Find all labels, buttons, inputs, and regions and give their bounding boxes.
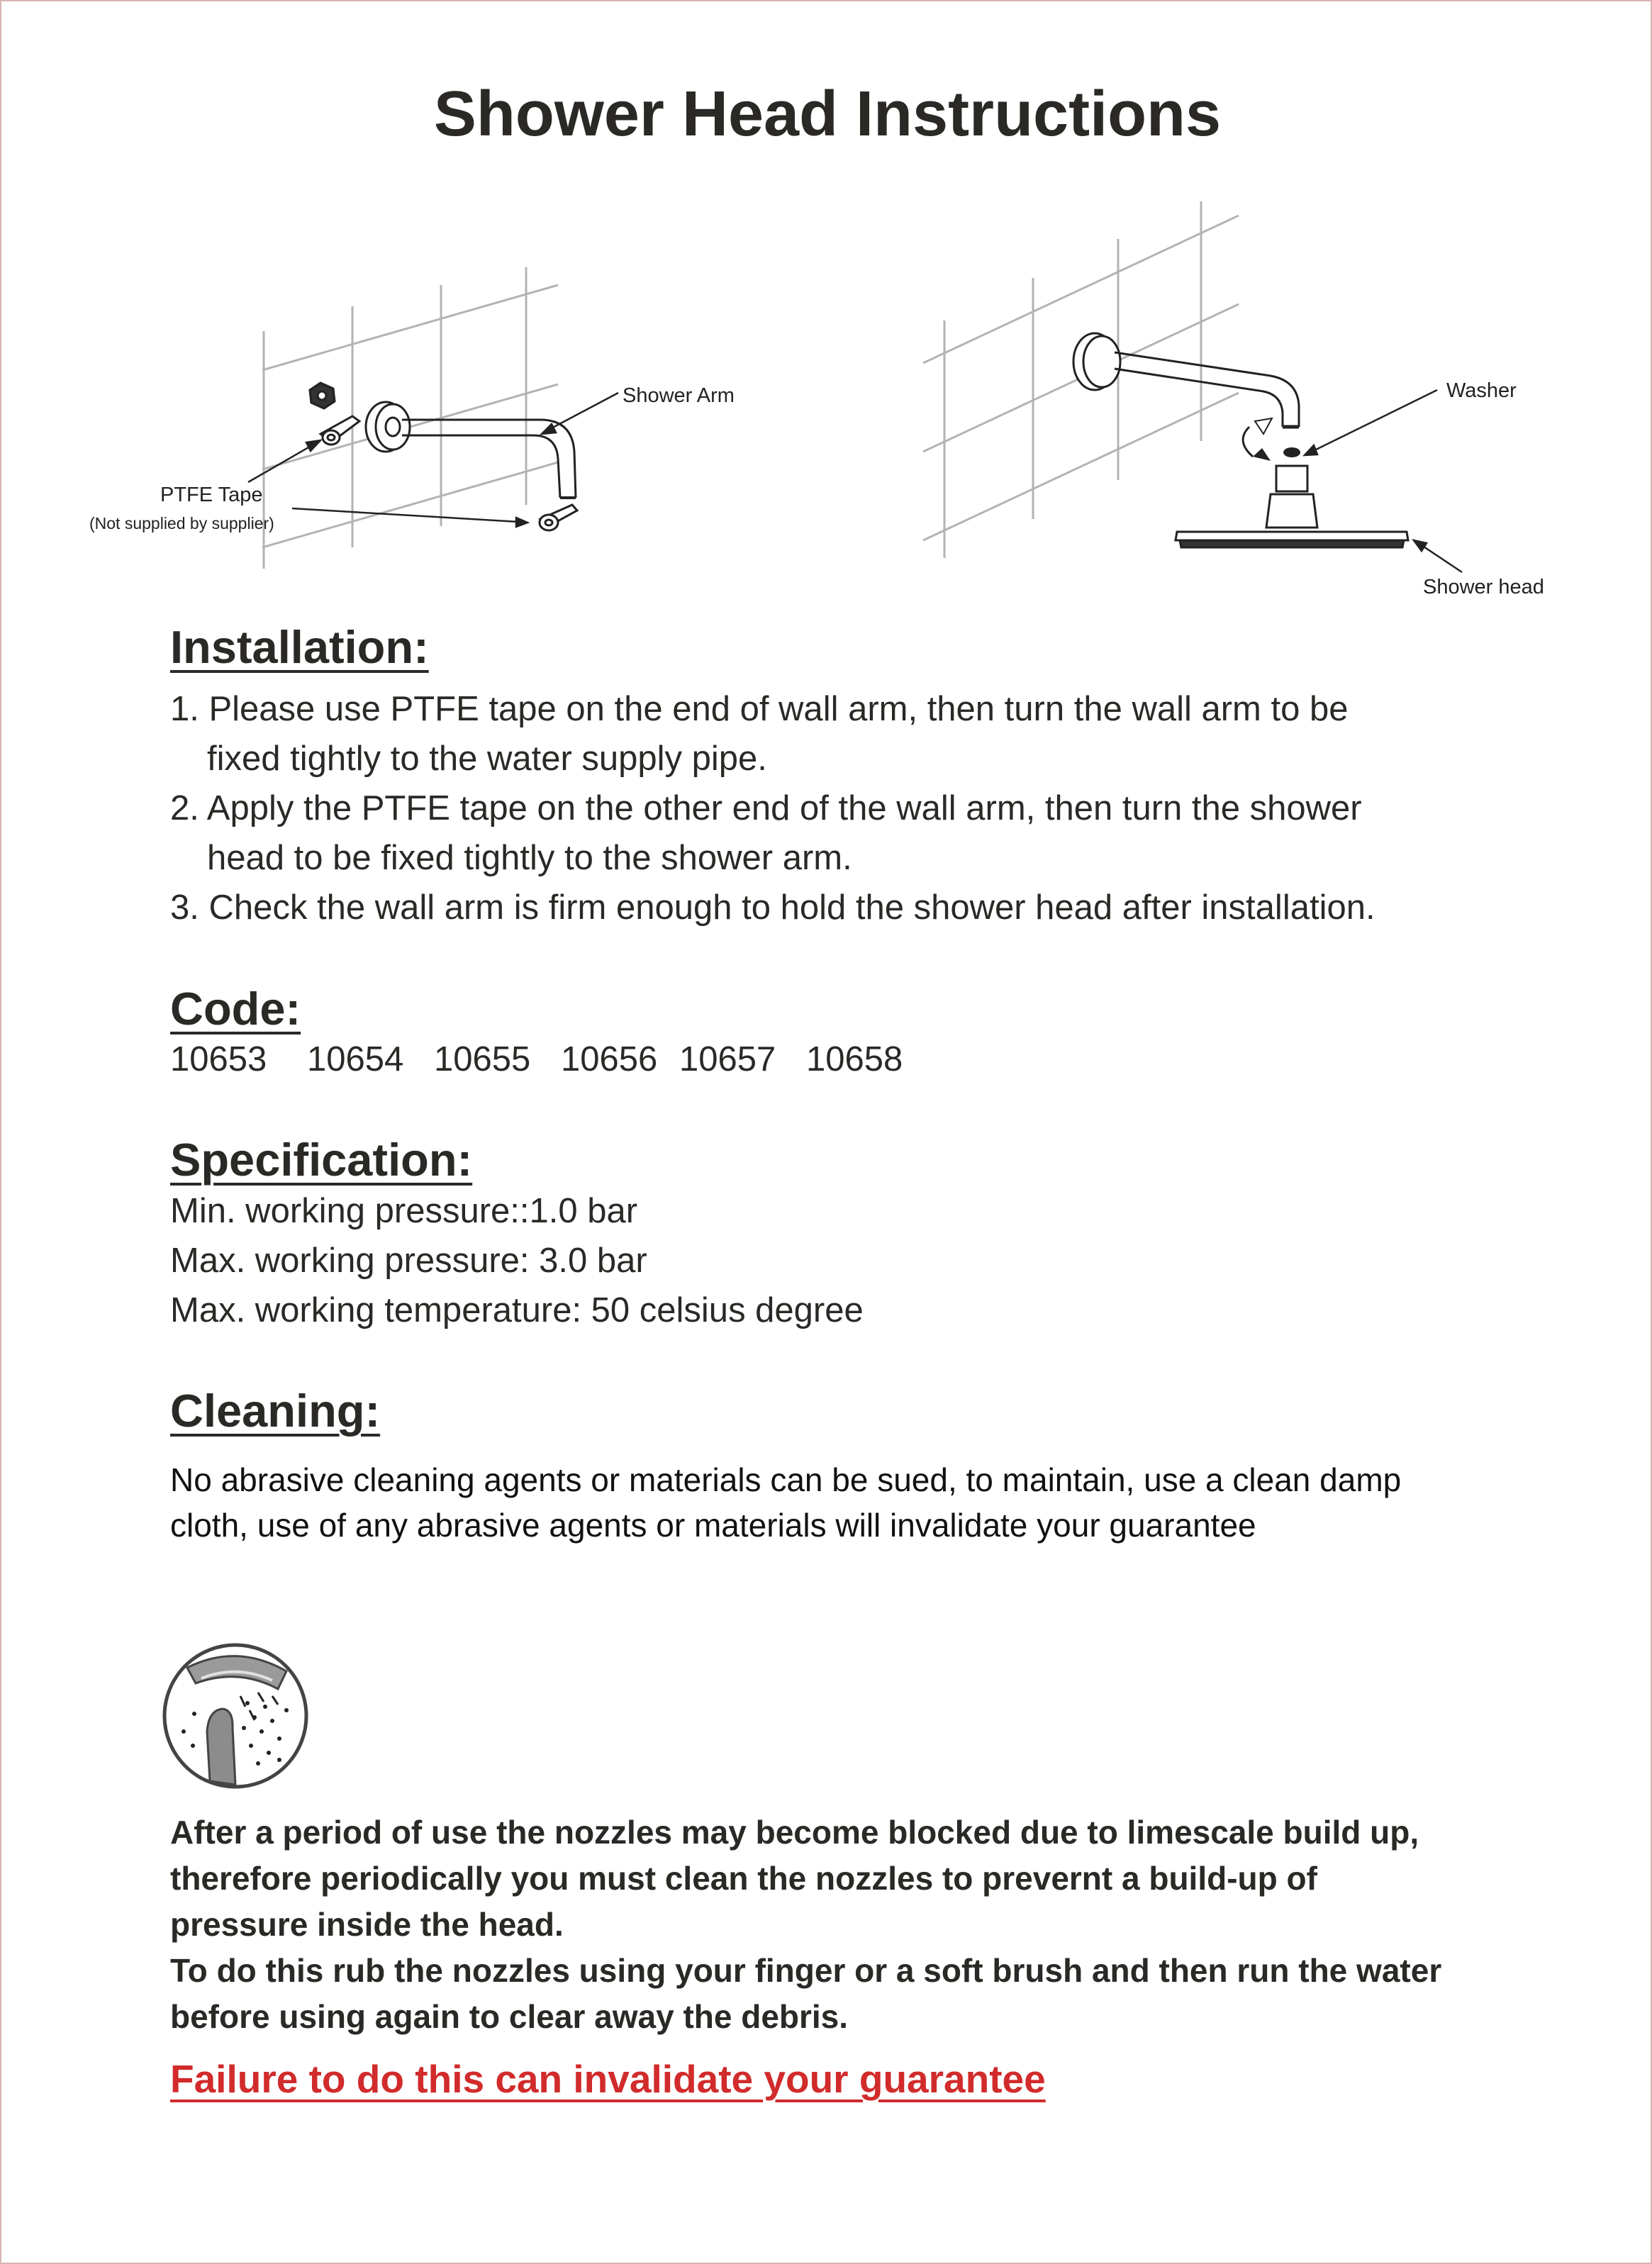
code-value: 10653 — [170, 1040, 267, 1078]
code-value: 10657 — [679, 1040, 776, 1078]
shower-head-label: Shower head — [1423, 576, 1544, 598]
spec-min-pressure: Min. working pressure::1.0 bar — [170, 1192, 638, 1230]
installation-step-2-cont: head to be fixed tightly to the shower arm. — [207, 839, 852, 877]
code-heading: Code: — [170, 983, 301, 1035]
installation-step-3: 3. Check the wall arm is firm enough to hold the shower head after installation. — [170, 888, 1375, 927]
ptfe-tape-note: (Not supplied by supplier) — [89, 514, 274, 532]
installation-step-2: 2. Apply the PTFE tape on the other end of the wall arm, then turn the shower — [170, 789, 1362, 827]
spec-max-pressure: Max. working pressure: 3.0 bar — [170, 1242, 647, 1280]
installation-section — [170, 620, 1375, 932]
code-value: 10655 — [434, 1040, 531, 1078]
maintenance-line-3: pressure inside the head. — [170, 1906, 564, 1943]
cleaning-line-1: No abrasive cleaning agents or materials can be sued, to maintain, use a clean damp — [170, 1461, 1402, 1498]
maintenance-line-4: To do this rub the nozzles using your finger or a soft brush and then run the water — [170, 1952, 1442, 1989]
maintenance-line-2: therefore periodically you must clean the nozzles to prevernt a build-up of — [170, 1860, 1317, 1897]
installation-step-1: 1. Please use PTFE tape on the end of wall arm, then turn the wall arm to be — [170, 690, 1349, 728]
cleaning-section — [170, 1384, 1401, 1548]
cleaning-heading: Cleaning: — [170, 1385, 381, 1437]
maintenance-line-5: before using again to clear away the debris. — [170, 1998, 849, 2035]
shower-arm-diagram — [72, 257, 781, 590]
shower-arm-label: Shower Arm — [623, 384, 735, 407]
installation-heading: Installation: — [170, 621, 429, 673]
installation-step-1-cont: fixed tightly to the water supply pipe. — [207, 740, 767, 778]
code-section — [170, 982, 903, 1079]
code-value: 10656 — [561, 1040, 658, 1078]
cleaning-line-2: cloth, use of any abrasive agents or materials will invalidate your guarantee — [170, 1507, 1256, 1544]
code-value: 10654 — [307, 1040, 404, 1078]
specification-section — [170, 1133, 864, 1335]
nozzle-cleaning-icon — [159, 1639, 312, 1792]
maintenance-section — [170, 1809, 1441, 2040]
maintenance-line-1: After a period of use the nozzles may become blocked due to limescale build up, — [170, 1814, 1419, 1851]
code-value: 10658 — [806, 1040, 903, 1078]
ptfe-tape-label: PTFE Tape — [160, 484, 263, 506]
spec-max-temperature: Max. working temperature: 50 celsius degree — [170, 1291, 864, 1329]
guarantee-warning: Failure to do this can invalidate your guarantee — [170, 2057, 1046, 2101]
specification-heading: Specification: — [170, 1134, 473, 1186]
page-title: Shower Head Instructions — [433, 79, 1222, 150]
washer-label: Washer — [1446, 379, 1517, 402]
